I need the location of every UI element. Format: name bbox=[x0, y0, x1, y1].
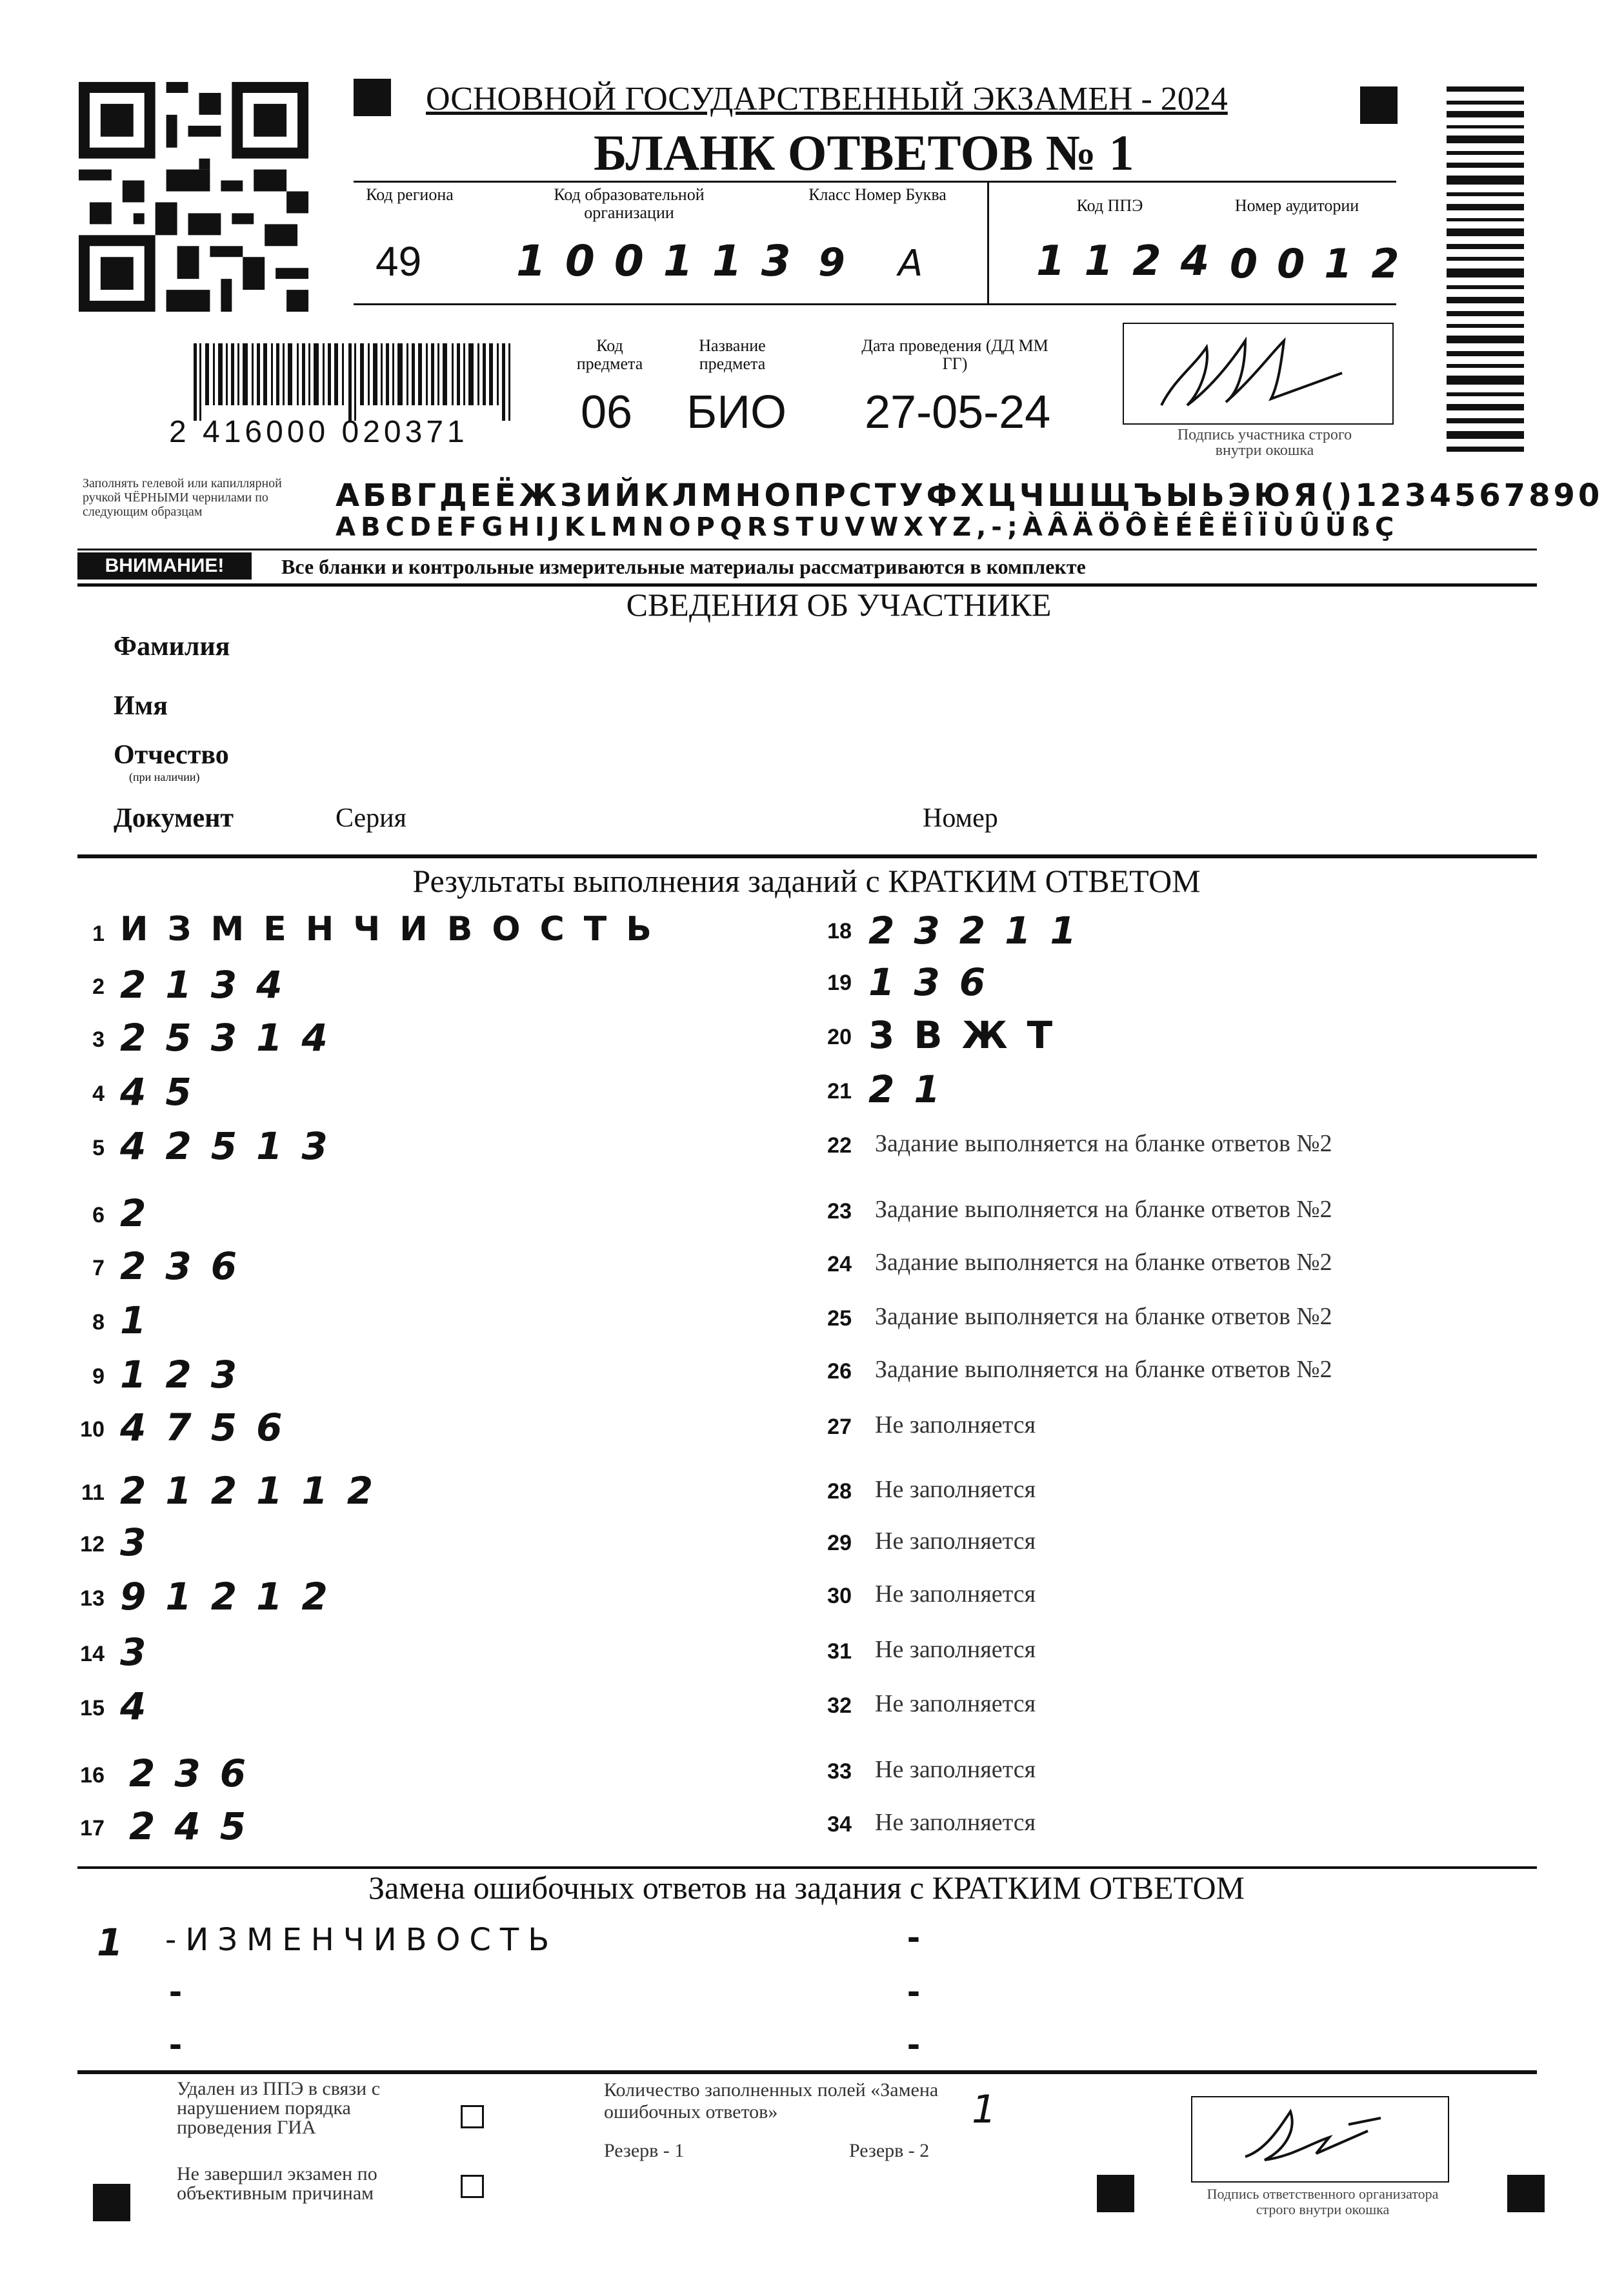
task-note: Не заполняется bbox=[875, 1636, 1036, 1663]
answer-9[interactable]: 123 bbox=[120, 1353, 257, 1397]
label-surname: Фамилия bbox=[114, 632, 230, 661]
header-divider bbox=[987, 181, 989, 303]
task-number: 28 bbox=[827, 1479, 852, 1504]
task-note: Не заполняется bbox=[875, 1411, 1036, 1438]
corner-marker bbox=[1097, 2175, 1134, 2212]
subject-code: 06 bbox=[581, 387, 633, 438]
task-number: 30 bbox=[827, 1584, 852, 1608]
label-patronymic: Отчество bbox=[114, 740, 229, 770]
task-number: 1 bbox=[92, 922, 105, 946]
task-note: Задание выполняется на бланке ответов №2 bbox=[875, 1249, 1332, 1276]
organizer-signature bbox=[1239, 2105, 1394, 2170]
answer-7[interactable]: 236 bbox=[120, 1244, 257, 1288]
region-code: 49 bbox=[376, 238, 422, 285]
header-bottom-rule bbox=[354, 303, 1396, 305]
answer-1[interactable]: ИЗМЕНЧИВОСТЬ bbox=[120, 910, 671, 949]
replacement-dash[interactable]: - bbox=[907, 2022, 920, 2065]
removed-label: Удален из ППЭ в связи с нарушением порядка проведения ГИА bbox=[177, 2078, 381, 2138]
task-number: 13 bbox=[80, 1586, 105, 1611]
organizer-signature-caption: Подпись ответственного организатора строго внутри окошка bbox=[1207, 2186, 1439, 2217]
task-number: 8 bbox=[92, 1310, 105, 1335]
attention-badge: ВНИМАНИЕ! bbox=[77, 552, 252, 580]
answer-10[interactable]: 4756 bbox=[120, 1406, 302, 1449]
form-title: БЛАНК ОТВЕТОВ № 1 bbox=[594, 125, 1134, 181]
barcode-number: 2 416000 020371 bbox=[169, 415, 468, 449]
task-note: Задание выполняется на бланке ответов №2 bbox=[875, 1130, 1332, 1157]
corner-marker bbox=[1360, 86, 1398, 124]
sample-instruction: Заполнять гелевой или капиллярной ручкой ЧЁРНЫМИ чернилами по следующим образцам bbox=[83, 476, 282, 519]
class-number: 9 bbox=[818, 240, 865, 285]
answer-12[interactable]: 3 bbox=[120, 1520, 166, 1564]
label-class: Класс Номер Буква bbox=[808, 185, 947, 204]
answer-18[interactable]: 23211 bbox=[868, 909, 1096, 953]
task-number: 10 bbox=[80, 1417, 105, 1442]
label-subject-code: Код предмета bbox=[576, 336, 643, 373]
sample-row-latin: ABCDEFGHIJKLMNOPQRSTUVWXYZ,-;ÀÂÄÖÔÈÉÊËÎÏÙÛÜßÇ bbox=[336, 512, 1399, 542]
label-subject-name: Название предмета bbox=[699, 336, 766, 373]
footer-top-rule bbox=[77, 2070, 1537, 2074]
participant-signature bbox=[1148, 328, 1355, 418]
replacement-heading: Замена ошибочных ответов на задания с КРАТКИМ ОТВЕТОМ bbox=[368, 1870, 1245, 1906]
answer-20[interactable]: 3ВЖТ bbox=[868, 1013, 1072, 1057]
task-number: 17 bbox=[80, 1816, 105, 1841]
replacement-task-number[interactable]: 1 bbox=[97, 1921, 143, 1964]
task-note: Задание выполняется на бланке ответов №2 bbox=[875, 1196, 1332, 1223]
exam-date: 27-05-24 bbox=[865, 387, 1051, 438]
label-series: Серия bbox=[336, 803, 406, 833]
task-note: Не заполняется bbox=[875, 1690, 1036, 1717]
task-number: 15 bbox=[80, 1696, 105, 1720]
task-number: 2 bbox=[92, 974, 105, 999]
attention-text: Все бланки и контрольные измерительные материалы рассматриваются в комплекте bbox=[281, 555, 1086, 578]
task-number: 29 bbox=[827, 1531, 852, 1555]
label-number: Номер bbox=[923, 803, 998, 833]
label-document: Документ bbox=[114, 803, 234, 833]
task-note: Задание выполняется на бланке ответов №2 bbox=[875, 1303, 1332, 1330]
replacement-count-label: Количество заполненных полей «Замена ошибочных ответов» bbox=[604, 2079, 939, 2123]
answer-2[interactable]: 2134 bbox=[120, 963, 302, 1007]
task-number: 9 bbox=[92, 1364, 105, 1389]
task-number: 4 bbox=[92, 1082, 105, 1106]
task-number: 3 bbox=[92, 1027, 105, 1052]
task-number: 7 bbox=[92, 1256, 105, 1280]
task-number: 14 bbox=[80, 1642, 105, 1666]
task-number: 21 bbox=[827, 1079, 852, 1104]
answer-16[interactable]: 236 bbox=[129, 1751, 266, 1795]
task-number: 6 bbox=[92, 1203, 105, 1227]
room-number: 0012 bbox=[1230, 240, 1419, 287]
answer-8[interactable]: 1 bbox=[120, 1298, 166, 1342]
task-number: 27 bbox=[827, 1415, 852, 1439]
replacement-count[interactable]: 1 bbox=[972, 2087, 997, 2132]
participant-signature-caption: Подпись участника строго внутри окошка bbox=[1177, 427, 1352, 459]
org-code: 100113 bbox=[516, 236, 810, 286]
reserve-1: Резерв - 1 bbox=[604, 2140, 685, 2161]
not-finished-checkbox[interactable] bbox=[461, 2175, 484, 2198]
task-number: 32 bbox=[827, 1693, 852, 1718]
task-number: 12 bbox=[80, 1532, 105, 1557]
task-number: 25 bbox=[827, 1306, 852, 1331]
task-note: Не заполняется bbox=[875, 1476, 1036, 1503]
barcode bbox=[194, 343, 542, 421]
task-note: Не заполняется bbox=[875, 1580, 1036, 1608]
replacement-dash[interactable]: - bbox=[169, 2022, 182, 2065]
answer-21[interactable]: 21 bbox=[868, 1067, 959, 1111]
label-ppe: Код ППЭ bbox=[1076, 196, 1143, 215]
task-number: 22 bbox=[827, 1133, 852, 1158]
task-number: 18 bbox=[827, 919, 852, 943]
replacement-answer[interactable]: -ИЗМЕНЧИВОСТЬ bbox=[165, 1922, 559, 1958]
label-name: Имя bbox=[114, 691, 168, 721]
sample-row-cyrillic: АБВГДЕЁЖЗИЙКЛМНОПРСТУФХЦЧШЩЪЫЬЭЮЯ()1234567890 bbox=[336, 478, 1603, 514]
task-number: 16 bbox=[80, 1763, 105, 1788]
task-number: 11 bbox=[81, 1480, 105, 1505]
exam-title: ОСНОВНОЙ ГОСУДАРСТВЕННЫЙ ЭКЗАМЕН - 2024 bbox=[426, 81, 1228, 117]
task-number: 19 bbox=[827, 971, 852, 995]
task-note: Не заполняется bbox=[875, 1809, 1036, 1836]
label-org: Код образовательной организации bbox=[554, 185, 705, 222]
side-barcode bbox=[1447, 86, 1524, 454]
answer-6[interactable]: 2 bbox=[120, 1191, 166, 1235]
header-top-rule bbox=[354, 181, 1396, 183]
patronymic-note: (при наличии) bbox=[129, 771, 200, 783]
corner-marker bbox=[1507, 2175, 1545, 2212]
answer-15[interactable]: 4 bbox=[120, 1684, 166, 1728]
participant-bottom-rule bbox=[77, 854, 1537, 858]
task-note: Задание выполняется на бланке ответов №2 bbox=[875, 1356, 1332, 1383]
reserve-2: Резерв - 2 bbox=[849, 2140, 930, 2161]
answer-14[interactable]: 3 bbox=[120, 1630, 166, 1674]
corner-marker bbox=[93, 2184, 130, 2221]
label-region: Код региона bbox=[366, 185, 454, 204]
label-date: Дата проведения (ДД ММ ГГ) bbox=[861, 336, 1048, 373]
attention-top-rule bbox=[77, 549, 1537, 550]
task-number: 20 bbox=[827, 1025, 852, 1049]
answer-5[interactable]: 42513 bbox=[120, 1124, 347, 1168]
task-number: 31 bbox=[827, 1639, 852, 1664]
task-number: 33 bbox=[827, 1759, 852, 1784]
removed-checkbox[interactable] bbox=[461, 2105, 484, 2128]
ppe-code: 1124 bbox=[1036, 237, 1229, 285]
replacement-dash[interactable]: - bbox=[907, 1969, 920, 2012]
answer-4[interactable]: 45 bbox=[120, 1070, 211, 1114]
answer-19[interactable]: 136 bbox=[868, 960, 1005, 1004]
task-note: Не заполняется bbox=[875, 1528, 1036, 1555]
answer-17[interactable]: 245 bbox=[129, 1804, 266, 1848]
answer-3[interactable]: 25314 bbox=[120, 1016, 347, 1060]
corner-marker bbox=[354, 79, 391, 116]
task-number: 5 bbox=[92, 1136, 105, 1160]
label-room: Номер аудитории bbox=[1234, 196, 1359, 215]
subject-name: БИО bbox=[687, 387, 787, 438]
replacement-dash[interactable]: - bbox=[907, 1915, 920, 1958]
task-number: 23 bbox=[827, 1199, 852, 1224]
qr-code bbox=[79, 77, 308, 316]
task-number: 24 bbox=[827, 1252, 852, 1276]
task-note: Не заполняется bbox=[875, 1756, 1036, 1783]
answer-13[interactable]: 91212 bbox=[120, 1575, 347, 1619]
class-letter: А bbox=[898, 243, 943, 285]
replacement-dash[interactable]: - bbox=[169, 1969, 182, 2012]
answer-11[interactable]: 212112 bbox=[120, 1469, 393, 1513]
task-number: 26 bbox=[827, 1359, 852, 1384]
participant-heading: СВЕДЕНИЯ ОБ УЧАСТНИКЕ bbox=[626, 587, 1052, 623]
results-heading: Результаты выполнения заданий с КРАТКИМ ОТВЕТОМ bbox=[412, 863, 1201, 899]
not-finished-label: Не завершил экзамен по объективным причинам bbox=[177, 2163, 377, 2204]
task-number: 34 bbox=[827, 1812, 852, 1837]
